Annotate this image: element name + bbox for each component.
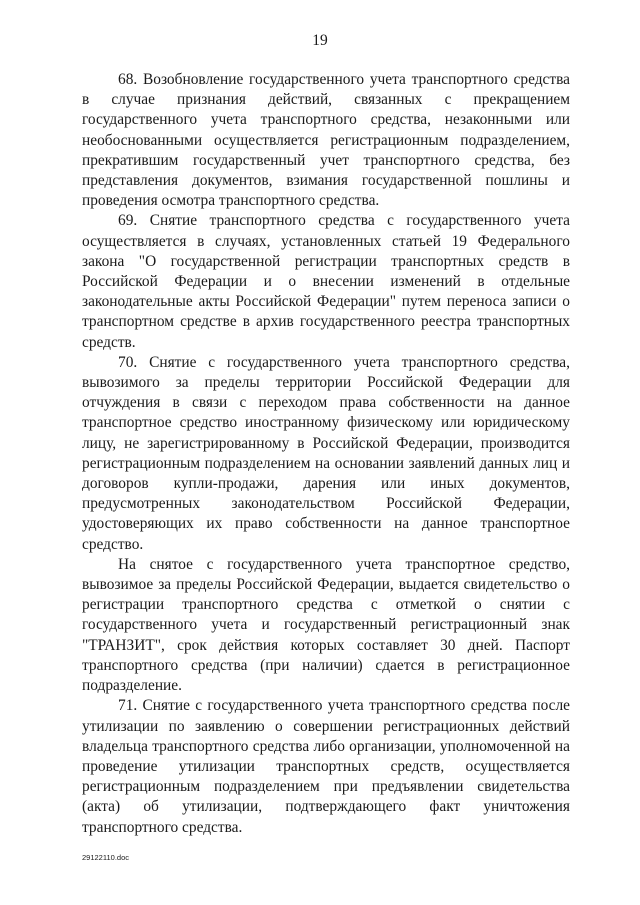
page-number: 19 — [312, 32, 328, 49]
paragraph-71: 71. Снятие с государственного учета транспортного средства после утилизации по заявлению о совершении регистрационных действий владельца транспортного средства либо организации, уполномоченной на проведение утилизации транспортных средств, осуществляется регистрационным подразделением при предъявлении свидетельства (акта) об утилизации, подтверждающего факт уничтожения транспортного средства. — [82, 697, 570, 836]
paragraph-68: 68. Возобновление государственного учета транспортного средства в случае признания действий, связанных с прекращением государственного учета транспортного средства, незаконными или необоснованными осуществляется регистрационным подразделением, прекратившим государственный учет транспортного средства, без представления документов, взимания государственной пошлины и проведения осмотра транспортного средства. — [82, 71, 570, 210]
paragraph-70: 70. Снятие с государственного учета транспортного средства, вывозимого за пределы территории Российской Федерации для отчуждения в связи с переходом права собственности на данное транспортное средство иностранному физическому или юридическому лицу, не зарегистрированному в Российской Федерации, производится регистрационным подразделением на основании заявлений данных лиц и договоров купли-продажи, дарения или иных документов, предусмотренных законодательством Российской Федерации, удостоверяющих их право собственности на данное транспортное средство. — [82, 353, 570, 553]
paragraph-69: 69. Снятие транспортного средства с государственного учета осуществляется в случаях, установленных статьей 19 Федерального закона "О государственной регистрации транспортных средств в Российской Федерации и о внесении изменений в отдельные законодательные акты Российской Федерации" путем переноса записи о транспортном средстве в архив государственного реестра транспортных средств. — [82, 212, 570, 351]
document-file-code: 29122110.doc — [82, 853, 129, 862]
document-body — [82, 70, 570, 838]
paragraph-70-continued: На снятое с государственного учета транспортное средство, вывозимое за пределы Российской Федерации, выдается свидетельство о регистрации транспортного средства с отметкой о снятии с государственного учета и государственный регистрационный знак "ТРАНЗИТ", срок действия которых составляет 30 дней. Паспорт транспортного средства (при наличии) сдается в регистрационное подразделение. — [82, 555, 570, 695]
